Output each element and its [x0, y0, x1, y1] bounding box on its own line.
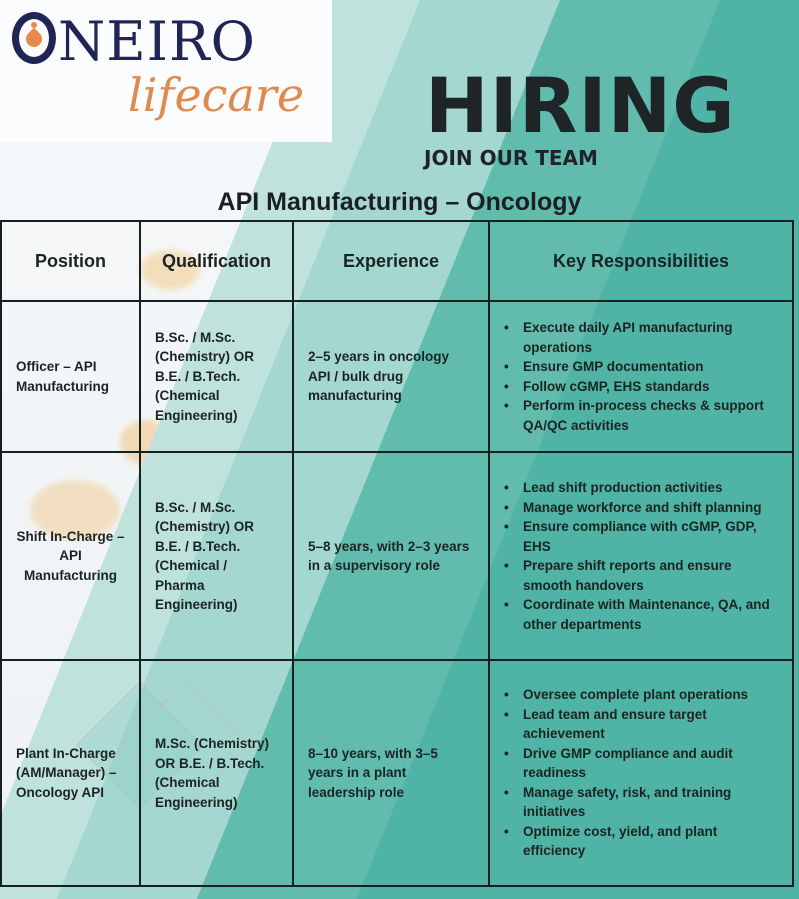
position-cell: Officer – API Manufacturing	[1, 301, 140, 452]
position-cell: Shift In-Charge – API Manufacturing	[1, 452, 140, 660]
table-row	[1, 660, 793, 886]
responsibilities-list	[504, 318, 778, 435]
position-cell: Plant In-Charge (AM/Manager) – Oncology API	[1, 660, 140, 886]
responsibilities-cell	[489, 301, 793, 452]
experience-cell: 2–5 years in oncology API / bulk drug manufacturing	[293, 301, 489, 452]
leaf-person-icon	[12, 12, 56, 64]
header-experience: Experience	[293, 221, 489, 301]
experience-cell: 5–8 years, with 2–3 years in a supervisory role	[293, 452, 489, 660]
section-title: API Manufacturing – Oncology	[217, 188, 582, 216]
list-item: • Prepare shift reports and ensure smooth handovers	[504, 556, 778, 595]
table-row	[1, 301, 793, 452]
header-qualification: Qualification	[140, 221, 293, 301]
header-responsibilities: Key Responsibilities	[489, 221, 793, 301]
qualification-cell: B.Sc. / M.Sc. (Chemistry) OR B.E. / B.Tech. (Chemical Engineering)	[140, 301, 293, 452]
responsibilities-list	[504, 478, 778, 634]
logo-subtitle: lifecare	[128, 68, 305, 122]
list-item: • Follow cGMP, EHS standards	[504, 377, 778, 397]
table-header-row	[1, 221, 793, 301]
join-tagline: JOIN OUR TEAM	[424, 146, 598, 170]
hiring-headline: HIRING	[425, 61, 736, 150]
list-item: • Oversee complete plant operations	[504, 685, 778, 705]
qualification-cell: B.Sc. / M.Sc. (Chemistry) OR B.E. / B.Tech. (Chemical / Pharma Engineering)	[140, 452, 293, 660]
list-item: • Lead shift production activities	[504, 478, 778, 498]
list-item: • Optimize cost, yield, and plant efficiency	[504, 822, 778, 861]
responsibilities-cell	[489, 452, 793, 660]
responsibilities-list	[504, 685, 778, 861]
logo-wordmark	[12, 10, 256, 73]
table-row	[1, 452, 793, 660]
company-logo	[0, 0, 332, 142]
header-position: Position	[1, 221, 140, 301]
list-item: • Lead team and ensure target achievement	[504, 705, 778, 744]
list-item: • Manage workforce and shift planning	[504, 498, 778, 518]
list-item: • Manage safety, risk, and training initiatives	[504, 783, 778, 822]
logo-name: NEIRO	[58, 10, 256, 73]
list-item: • Ensure compliance with cGMP, GDP, EHS	[504, 517, 778, 556]
list-item: • Ensure GMP documentation	[504, 357, 778, 377]
list-item: • Execute daily API manufacturing operations	[504, 318, 778, 357]
list-item: • Drive GMP compliance and audit readiness	[504, 744, 778, 783]
responsibilities-cell	[489, 660, 793, 886]
qualification-cell: M.Sc. (Chemistry) OR B.E. / B.Tech. (Chemical Engineering)	[140, 660, 293, 886]
list-item: • Perform in-process checks & support QA/QC activities	[504, 396, 778, 435]
jobs-table	[0, 220, 794, 887]
list-item: • Coordinate with Maintenance, QA, and other departments	[504, 595, 778, 634]
experience-cell: 8–10 years, with 3–5 years in a plant leadership role	[293, 660, 489, 886]
